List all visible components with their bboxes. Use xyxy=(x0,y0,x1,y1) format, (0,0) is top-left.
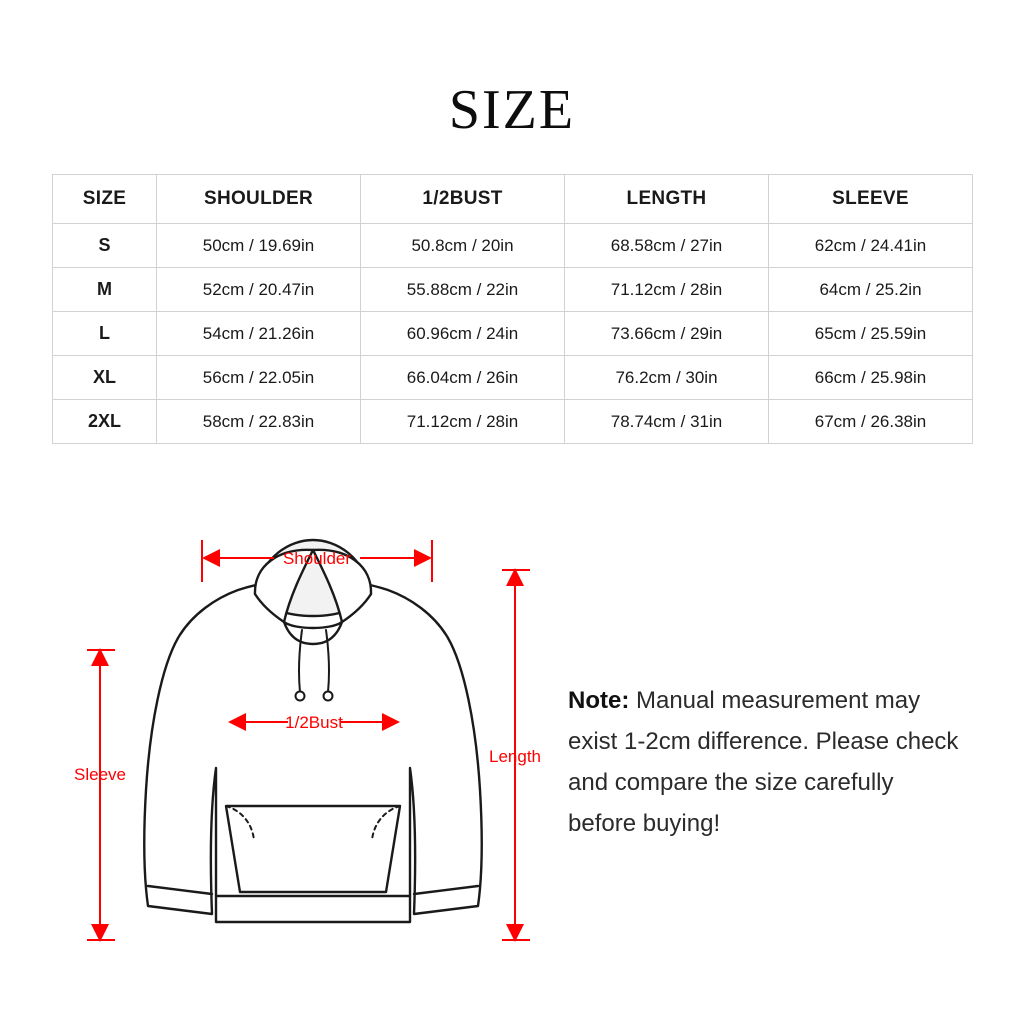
cell-sleeve: 65cm / 25.59in xyxy=(769,312,973,356)
cell-length: 68.58cm / 27in xyxy=(565,224,769,268)
cell-size: L xyxy=(53,312,157,356)
cell-bust: 66.04cm / 26in xyxy=(361,356,565,400)
cell-sleeve: 66cm / 25.98in xyxy=(769,356,973,400)
bust-label: 1/2Bust xyxy=(285,713,343,732)
cell-length: 76.2cm / 30in xyxy=(565,356,769,400)
column-header-bust: 1/2BUST xyxy=(361,175,565,224)
cell-shoulder: 50cm / 19.69in xyxy=(157,224,361,268)
table-row xyxy=(53,400,973,444)
cell-sleeve: 67cm / 26.38in xyxy=(769,400,973,444)
table-row xyxy=(53,268,973,312)
measurement-diagram xyxy=(40,510,580,980)
sleeve-label: Sleeve xyxy=(74,765,126,784)
page-title: SIZE xyxy=(448,79,576,141)
cell-size: 2XL xyxy=(53,400,157,444)
column-header-shoulder: SHOULDER xyxy=(157,175,361,224)
note-block xyxy=(568,680,968,844)
column-header-size: SIZE xyxy=(53,175,157,224)
cell-length: 71.12cm / 28in xyxy=(565,268,769,312)
cell-bust: 55.88cm / 22in xyxy=(361,268,565,312)
cell-length: 78.74cm / 31in xyxy=(565,400,769,444)
note-prefix: Note: xyxy=(568,687,630,714)
length-label: Length xyxy=(489,747,541,766)
table-row xyxy=(53,224,973,268)
cell-shoulder: 58cm / 22.83in xyxy=(157,400,361,444)
shoulder-label: Shoulder xyxy=(282,549,352,568)
table-row xyxy=(53,356,973,400)
cell-size: M xyxy=(53,268,157,312)
column-header-length: LENGTH xyxy=(565,175,769,224)
cell-sleeve: 64cm / 25.2in xyxy=(769,268,973,312)
note-text: Manual measurement may exist 1-2cm difference. Please check and compare the size carefully before buying! xyxy=(568,687,959,837)
cell-shoulder: 56cm / 22.05in xyxy=(157,356,361,400)
size-chart-table xyxy=(52,174,973,444)
cell-bust: 50.8cm / 20in xyxy=(361,224,565,268)
cell-size: S xyxy=(53,224,157,268)
cell-size: XL xyxy=(53,356,157,400)
cell-bust: 71.12cm / 28in xyxy=(361,400,565,444)
column-header-sleeve: SLEEVE xyxy=(769,175,973,224)
table-row xyxy=(53,312,973,356)
cell-shoulder: 54cm / 21.26in xyxy=(157,312,361,356)
table-header-row xyxy=(53,175,973,224)
cell-bust: 60.96cm / 24in xyxy=(361,312,565,356)
cell-sleeve: 62cm / 24.41in xyxy=(769,224,973,268)
cell-shoulder: 52cm / 20.47in xyxy=(157,268,361,312)
cell-length: 73.66cm / 29in xyxy=(565,312,769,356)
